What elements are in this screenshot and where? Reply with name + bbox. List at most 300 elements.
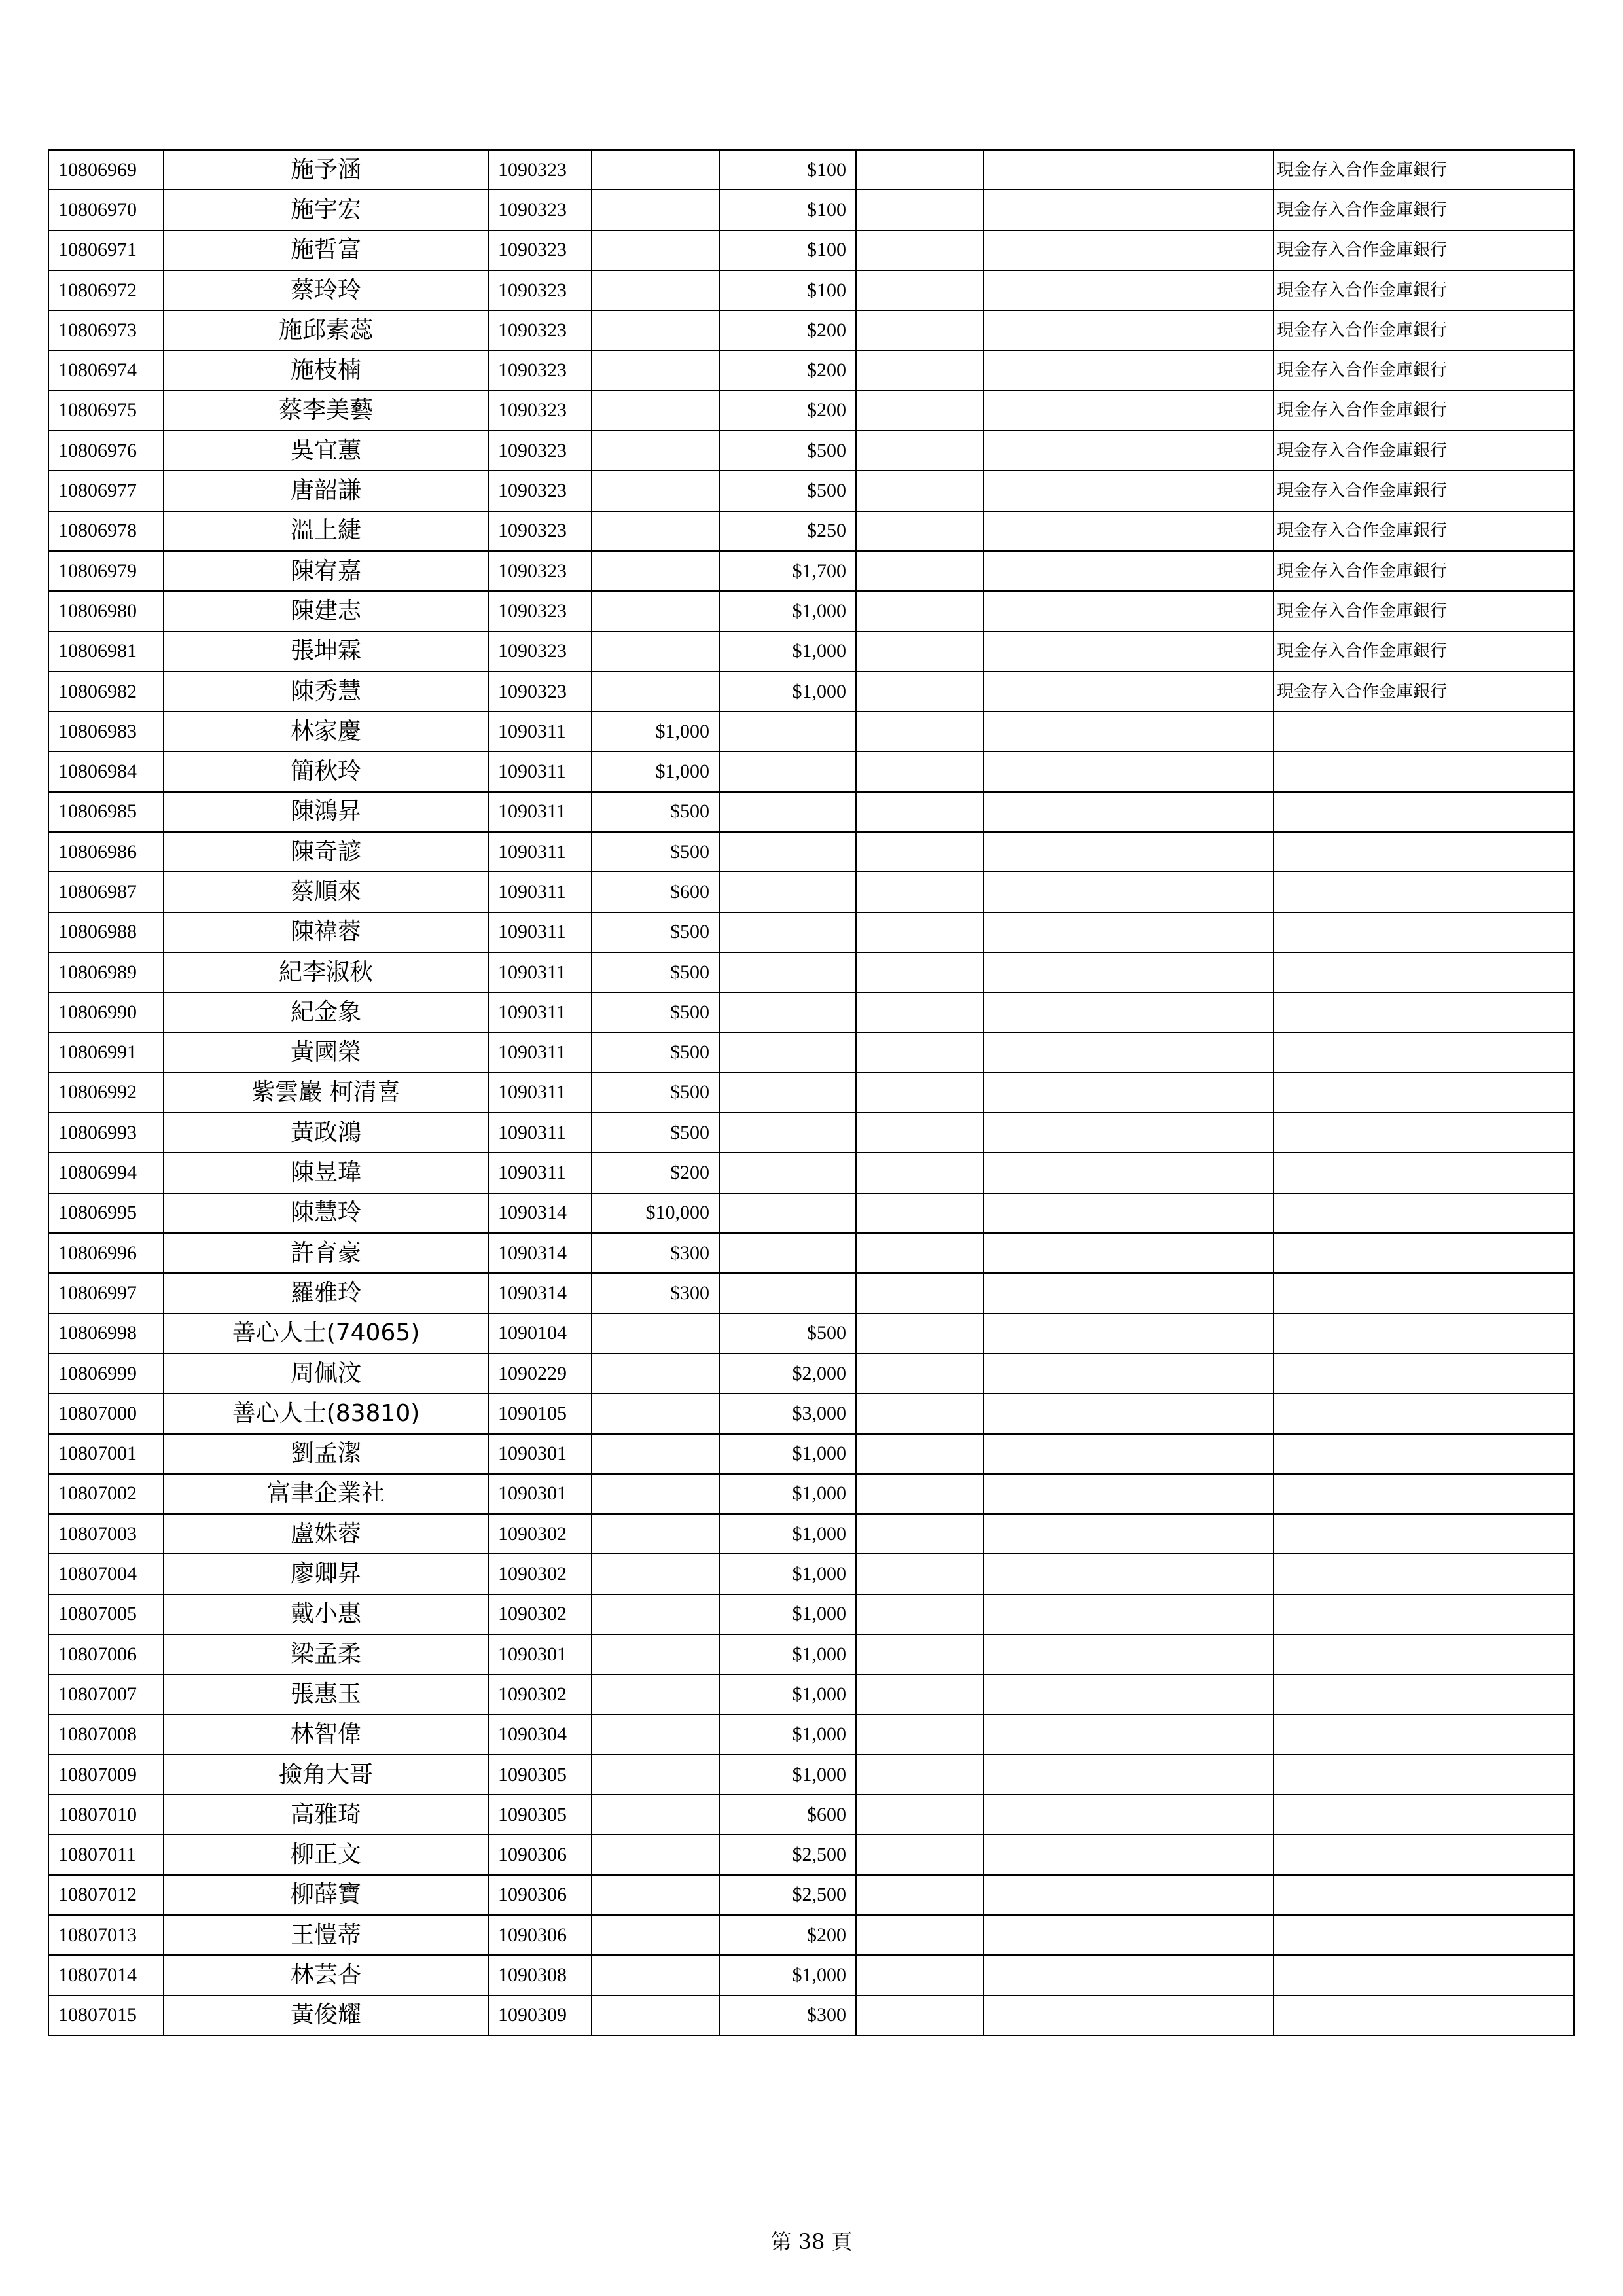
blank-cell-1 (856, 952, 984, 992)
blank-cell-2 (984, 1434, 1274, 1474)
table-row (48, 1875, 1574, 1915)
blank-cell-2 (984, 1915, 1274, 1955)
amount-col-a-cell: $500 (592, 832, 719, 872)
donation-date-cell: 1090301 (488, 1434, 592, 1474)
blank-cell-2 (984, 1594, 1274, 1634)
donor-id-cell: 10806985 (48, 792, 164, 832)
donation-date-cell: 1090311 (488, 992, 592, 1032)
table-row (48, 471, 1574, 511)
amount-col-a-cell (592, 150, 719, 190)
donor-name-cell: 王愷蒂 (164, 1915, 488, 1955)
amount-col-a-cell (592, 431, 719, 471)
blank-cell-2 (984, 1875, 1274, 1915)
donor-name-cell: 施宇宏 (164, 190, 488, 230)
donor-name-cell: 施邱素蕊 (164, 310, 488, 350)
blank-cell-1 (856, 792, 984, 832)
blank-cell-2 (984, 792, 1274, 832)
amount-col-b-cell (719, 1273, 856, 1313)
blank-cell-1 (856, 230, 984, 270)
note-cell (1274, 952, 1574, 992)
blank-cell-1 (856, 270, 984, 310)
donor-id-cell: 10807011 (48, 1835, 164, 1874)
donor-name-cell: 陳宥嘉 (164, 551, 488, 591)
amount-col-b-cell: $1,000 (719, 1674, 856, 1714)
note-cell: 現金存入合作金庫銀行 (1274, 270, 1574, 310)
donor-id-cell: 10806982 (48, 672, 164, 711)
blank-cell-1 (856, 1795, 984, 1835)
table-row (48, 1996, 1574, 2036)
donation-date-cell: 1090301 (488, 1634, 592, 1674)
blank-cell-1 (856, 511, 984, 551)
donation-date-cell: 1090311 (488, 1033, 592, 1073)
donor-id-cell: 10806969 (48, 150, 164, 190)
donor-id-cell: 10806973 (48, 310, 164, 350)
amount-col-a-cell (592, 1474, 719, 1514)
donation-date-cell: 1090323 (488, 632, 592, 672)
amount-col-b-cell: $300 (719, 1996, 856, 2036)
blank-cell-2 (984, 1193, 1274, 1233)
donation-date-cell: 1090323 (488, 431, 592, 471)
blank-cell-2 (984, 471, 1274, 511)
table-row (48, 1674, 1574, 1714)
blank-cell-1 (856, 1033, 984, 1073)
amount-col-a-cell: $500 (592, 952, 719, 992)
note-cell (1274, 1795, 1574, 1835)
table-row (48, 591, 1574, 631)
table-row (48, 551, 1574, 591)
amount-col-b-cell: $1,000 (719, 632, 856, 672)
blank-cell-2 (984, 551, 1274, 591)
amount-col-a-cell (592, 1594, 719, 1634)
amount-col-a-cell (592, 672, 719, 711)
donor-id-cell: 10806994 (48, 1153, 164, 1193)
note-cell (1274, 1835, 1574, 1874)
note-cell: 現金存入合作金庫銀行 (1274, 190, 1574, 230)
donation-date-cell: 1090323 (488, 350, 592, 390)
blank-cell-1 (856, 1314, 984, 1354)
amount-col-a-cell (592, 1835, 719, 1874)
table-row (48, 751, 1574, 791)
amount-col-b-cell: $1,000 (719, 1434, 856, 1474)
donation-date-cell: 1090104 (488, 1314, 592, 1354)
amount-col-a-cell: $10,000 (592, 1193, 719, 1233)
note-cell: 現金存入合作金庫銀行 (1274, 672, 1574, 711)
note-cell (1274, 1273, 1574, 1313)
blank-cell-1 (856, 1193, 984, 1233)
donation-date-cell: 1090311 (488, 1073, 592, 1113)
blank-cell-2 (984, 1314, 1274, 1354)
donation-date-cell: 1090323 (488, 150, 592, 190)
amount-col-a-cell (592, 551, 719, 591)
amount-col-a-cell: $1,000 (592, 751, 719, 791)
note-cell (1274, 751, 1574, 791)
table-row (48, 1153, 1574, 1193)
blank-cell-1 (856, 310, 984, 350)
amount-col-b-cell: $3,000 (719, 1393, 856, 1433)
donor-name-cell: 黃俊耀 (164, 1996, 488, 2036)
amount-col-b-cell: $1,000 (719, 591, 856, 631)
donor-name-cell: 善心人士(83810) (164, 1393, 488, 1433)
amount-col-a-cell: $1,000 (592, 711, 719, 751)
blank-cell-2 (984, 431, 1274, 471)
note-cell: 現金存入合作金庫銀行 (1274, 391, 1574, 431)
table-row (48, 1795, 1574, 1835)
blank-cell-1 (856, 1113, 984, 1153)
amount-col-b-cell (719, 1193, 856, 1233)
donor-id-cell: 10807013 (48, 1915, 164, 1955)
blank-cell-1 (856, 672, 984, 711)
blank-cell-2 (984, 1795, 1274, 1835)
donor-name-cell: 紀金象 (164, 992, 488, 1032)
amount-col-b-cell: $2,000 (719, 1354, 856, 1393)
amount-col-a-cell (592, 1514, 719, 1554)
blank-cell-2 (984, 1354, 1274, 1393)
note-cell: 現金存入合作金庫銀行 (1274, 230, 1574, 270)
amount-col-a-cell (592, 1795, 719, 1835)
donor-name-cell: 黃國榮 (164, 1033, 488, 1073)
blank-cell-1 (856, 1835, 984, 1874)
blank-cell-1 (856, 350, 984, 390)
table-row (48, 1354, 1574, 1393)
donation-date-cell: 1090302 (488, 1594, 592, 1634)
amount-col-b-cell: $1,000 (719, 1955, 856, 1995)
donor-id-cell: 10806988 (48, 912, 164, 952)
table-row (48, 1594, 1574, 1634)
donor-name-cell: 陳禕蓉 (164, 912, 488, 952)
donor-name-cell: 施哲富 (164, 230, 488, 270)
donation-date-cell: 1090311 (488, 751, 592, 791)
amount-col-a-cell: $300 (592, 1273, 719, 1313)
blank-cell-2 (984, 1033, 1274, 1073)
note-cell (1274, 1393, 1574, 1433)
donor-name-cell: 蔡李美藝 (164, 391, 488, 431)
blank-cell-1 (856, 1393, 984, 1433)
donor-id-cell: 10806993 (48, 1113, 164, 1153)
note-cell (1274, 1554, 1574, 1594)
blank-cell-1 (856, 1073, 984, 1113)
table-row (48, 1314, 1574, 1354)
donor-id-cell: 10806991 (48, 1033, 164, 1073)
blank-cell-2 (984, 1073, 1274, 1113)
amount-col-b-cell (719, 792, 856, 832)
note-cell: 現金存入合作金庫銀行 (1274, 632, 1574, 672)
donor-id-cell: 10807010 (48, 1795, 164, 1835)
blank-cell-2 (984, 1996, 1274, 2036)
note-cell (1274, 711, 1574, 751)
amount-col-b-cell (719, 912, 856, 952)
donor-name-cell: 梁孟柔 (164, 1634, 488, 1674)
amount-col-b-cell (719, 872, 856, 912)
donation-date-cell: 1090323 (488, 230, 592, 270)
donation-date-cell: 1090311 (488, 832, 592, 872)
donor-id-cell: 10807005 (48, 1594, 164, 1634)
donation-date-cell: 1090323 (488, 511, 592, 551)
donor-id-cell: 10807003 (48, 1514, 164, 1554)
note-cell: 現金存入合作金庫銀行 (1274, 431, 1574, 471)
donor-name-cell: 林智偉 (164, 1715, 488, 1755)
amount-col-a-cell (592, 230, 719, 270)
amount-col-b-cell: $1,000 (719, 1755, 856, 1795)
table-row (48, 150, 1574, 190)
table-row (48, 1514, 1574, 1554)
blank-cell-2 (984, 1835, 1274, 1874)
donor-id-cell: 10807007 (48, 1674, 164, 1714)
blank-cell-2 (984, 912, 1274, 952)
table-row (48, 1715, 1574, 1755)
blank-cell-2 (984, 1153, 1274, 1193)
table-row (48, 912, 1574, 952)
table-row (48, 1113, 1574, 1153)
donor-name-cell: 柳薛寶 (164, 1875, 488, 1915)
amount-col-b-cell: $2,500 (719, 1835, 856, 1874)
amount-col-b-cell: $100 (719, 150, 856, 190)
donor-id-cell: 10807014 (48, 1955, 164, 1995)
donation-date-cell: 1090311 (488, 792, 592, 832)
donor-id-cell: 10806981 (48, 632, 164, 672)
table-row (48, 1033, 1574, 1073)
note-cell (1274, 992, 1574, 1032)
amount-col-b-cell (719, 1073, 856, 1113)
donation-date-cell: 1090309 (488, 1996, 592, 2036)
blank-cell-1 (856, 1554, 984, 1594)
donor-name-cell: 戴小惠 (164, 1594, 488, 1634)
table-row (48, 1273, 1574, 1313)
amount-col-a-cell (592, 1554, 719, 1594)
table-row (48, 711, 1574, 751)
donation-date-cell: 1090323 (488, 471, 592, 511)
donation-date-cell: 1090306 (488, 1835, 592, 1874)
note-cell (1274, 1073, 1574, 1113)
amount-col-b-cell: $200 (719, 350, 856, 390)
donor-id-cell: 10806979 (48, 551, 164, 591)
amount-col-a-cell (592, 1393, 719, 1433)
table-row (48, 350, 1574, 390)
note-cell (1274, 1153, 1574, 1193)
donor-name-cell: 富聿企業社 (164, 1474, 488, 1514)
blank-cell-2 (984, 1474, 1274, 1514)
blank-cell-1 (856, 711, 984, 751)
donation-date-cell: 1090311 (488, 872, 592, 912)
blank-cell-1 (856, 1153, 984, 1193)
donor-name-cell: 羅雅玲 (164, 1273, 488, 1313)
donor-name-cell: 蔡順來 (164, 872, 488, 912)
blank-cell-1 (856, 471, 984, 511)
blank-cell-2 (984, 711, 1274, 751)
blank-cell-2 (984, 952, 1274, 992)
blank-cell-2 (984, 310, 1274, 350)
amount-col-b-cell (719, 1233, 856, 1273)
donation-date-cell: 1090306 (488, 1875, 592, 1915)
note-cell (1274, 1514, 1574, 1554)
note-cell: 現金存入合作金庫銀行 (1274, 350, 1574, 390)
table-row (48, 832, 1574, 872)
donor-name-cell: 陳奇諺 (164, 832, 488, 872)
note-cell (1274, 1634, 1574, 1674)
amount-col-a-cell (592, 270, 719, 310)
table-row (48, 1434, 1574, 1474)
donation-date-cell: 1090302 (488, 1554, 592, 1594)
amount-col-a-cell (592, 591, 719, 631)
blank-cell-2 (984, 391, 1274, 431)
donor-name-cell: 溫上緁 (164, 511, 488, 551)
table-row (48, 952, 1574, 992)
amount-col-a-cell (592, 1755, 719, 1795)
blank-cell-1 (856, 1715, 984, 1755)
blank-cell-2 (984, 1634, 1274, 1674)
table-row (48, 672, 1574, 711)
note-cell: 現金存入合作金庫銀行 (1274, 150, 1574, 190)
donor-id-cell: 10807009 (48, 1755, 164, 1795)
table-row (48, 270, 1574, 310)
table-row (48, 1835, 1574, 1874)
donor-id-cell: 10806983 (48, 711, 164, 751)
donor-name-cell: 黃政鴻 (164, 1113, 488, 1153)
donor-name-cell: 周佩汶 (164, 1354, 488, 1393)
donation-date-cell: 1090314 (488, 1233, 592, 1273)
donor-id-cell: 10807002 (48, 1474, 164, 1514)
amount-col-b-cell: $1,000 (719, 1594, 856, 1634)
donor-name-cell: 廖卿昇 (164, 1554, 488, 1594)
donation-date-cell: 1090323 (488, 391, 592, 431)
blank-cell-1 (856, 551, 984, 591)
note-cell (1274, 1033, 1574, 1073)
amount-col-b-cell (719, 1113, 856, 1153)
donor-id-cell: 10807015 (48, 1996, 164, 2036)
table-row (48, 1393, 1574, 1433)
donor-name-cell: 紫雲巖 柯清喜 (164, 1073, 488, 1113)
donor-name-cell: 陳秀慧 (164, 672, 488, 711)
amount-col-b-cell: $600 (719, 1795, 856, 1835)
amount-col-a-cell (592, 1996, 719, 2036)
amount-col-a-cell (592, 632, 719, 672)
blank-cell-1 (856, 1955, 984, 1995)
blank-cell-1 (856, 1996, 984, 2036)
donation-date-cell: 1090323 (488, 310, 592, 350)
blank-cell-1 (856, 190, 984, 230)
amount-col-a-cell (592, 1314, 719, 1354)
note-cell: 現金存入合作金庫銀行 (1274, 591, 1574, 631)
amount-col-a-cell: $300 (592, 1233, 719, 1273)
table-row (48, 1554, 1574, 1594)
donation-date-cell: 1090308 (488, 1955, 592, 1995)
amount-col-a-cell (592, 1634, 719, 1674)
note-cell (1274, 1193, 1574, 1233)
amount-col-a-cell (592, 1674, 719, 1714)
amount-col-b-cell (719, 992, 856, 1032)
page-number: 第 38 頁 (770, 2229, 853, 2254)
table-row (48, 792, 1574, 832)
blank-cell-2 (984, 632, 1274, 672)
note-cell (1274, 792, 1574, 832)
blank-cell-1 (856, 1594, 984, 1634)
donor-id-cell: 10806996 (48, 1233, 164, 1273)
amount-col-b-cell: $1,000 (719, 1474, 856, 1514)
note-cell (1274, 912, 1574, 952)
amount-col-b-cell: $500 (719, 471, 856, 511)
donor-name-cell: 劉孟潔 (164, 1434, 488, 1474)
amount-col-b-cell: $1,000 (719, 1554, 856, 1594)
donor-name-cell: 陳建志 (164, 591, 488, 631)
amount-col-a-cell (592, 1715, 719, 1755)
note-cell (1274, 1996, 1574, 2036)
donor-name-cell: 施枝楠 (164, 350, 488, 390)
note-cell (1274, 1474, 1574, 1514)
donor-name-cell: 吳宜蕙 (164, 431, 488, 471)
amount-col-a-cell: $500 (592, 992, 719, 1032)
blank-cell-2 (984, 1273, 1274, 1313)
donor-id-cell: 10807008 (48, 1715, 164, 1755)
amount-col-b-cell (719, 832, 856, 872)
amount-col-b-cell: $1,000 (719, 1715, 856, 1755)
amount-col-a-cell: $200 (592, 1153, 719, 1193)
note-cell (1274, 1755, 1574, 1795)
blank-cell-1 (856, 391, 984, 431)
blank-cell-1 (856, 1354, 984, 1393)
blank-cell-1 (856, 1434, 984, 1474)
donor-id-cell: 10806974 (48, 350, 164, 390)
donor-id-cell: 10806977 (48, 471, 164, 511)
note-cell (1274, 832, 1574, 872)
donor-id-cell: 10806976 (48, 431, 164, 471)
donor-id-cell: 10806999 (48, 1354, 164, 1393)
blank-cell-2 (984, 1554, 1274, 1594)
amount-col-a-cell: $500 (592, 912, 719, 952)
blank-cell-2 (984, 1113, 1274, 1153)
amount-col-b-cell (719, 1153, 856, 1193)
donation-date-cell: 1090311 (488, 952, 592, 992)
blank-cell-1 (856, 1514, 984, 1554)
donor-name-cell: 張坤霖 (164, 632, 488, 672)
note-cell (1274, 1955, 1574, 1995)
amount-col-a-cell (592, 1955, 719, 1995)
amount-col-b-cell (719, 1033, 856, 1073)
note-cell (1274, 1594, 1574, 1634)
note-cell: 現金存入合作金庫銀行 (1274, 310, 1574, 350)
table-row (48, 310, 1574, 350)
donor-name-cell: 簡秋玲 (164, 751, 488, 791)
blank-cell-1 (856, 1634, 984, 1674)
amount-col-a-cell (592, 391, 719, 431)
donation-date-cell: 1090304 (488, 1715, 592, 1755)
donor-name-cell: 紀李淑秋 (164, 952, 488, 992)
donor-name-cell: 善心人士(74065) (164, 1314, 488, 1354)
amount-col-b-cell (719, 952, 856, 992)
ledger-body (48, 150, 1574, 2036)
donation-date-cell: 1090305 (488, 1795, 592, 1835)
amount-col-b-cell: $2,500 (719, 1875, 856, 1915)
note-cell (1274, 1715, 1574, 1755)
amount-col-b-cell: $100 (719, 270, 856, 310)
note-cell: 現金存入合作金庫銀行 (1274, 471, 1574, 511)
donor-id-cell: 10807004 (48, 1554, 164, 1594)
note-cell (1274, 1113, 1574, 1153)
amount-col-a-cell (592, 511, 719, 551)
note-cell (1274, 1354, 1574, 1393)
table-row (48, 872, 1574, 912)
amount-col-a-cell (592, 1434, 719, 1474)
donor-id-cell: 10806995 (48, 1193, 164, 1233)
blank-cell-2 (984, 672, 1274, 711)
donor-id-cell: 10806992 (48, 1073, 164, 1113)
donation-date-cell: 1090105 (488, 1393, 592, 1433)
donation-date-cell: 1090311 (488, 912, 592, 952)
donation-date-cell: 1090229 (488, 1354, 592, 1393)
amount-col-b-cell: $500 (719, 431, 856, 471)
donor-id-cell: 10806986 (48, 832, 164, 872)
note-cell (1274, 1875, 1574, 1915)
amount-col-a-cell (592, 1915, 719, 1955)
donor-id-cell: 10806998 (48, 1314, 164, 1354)
